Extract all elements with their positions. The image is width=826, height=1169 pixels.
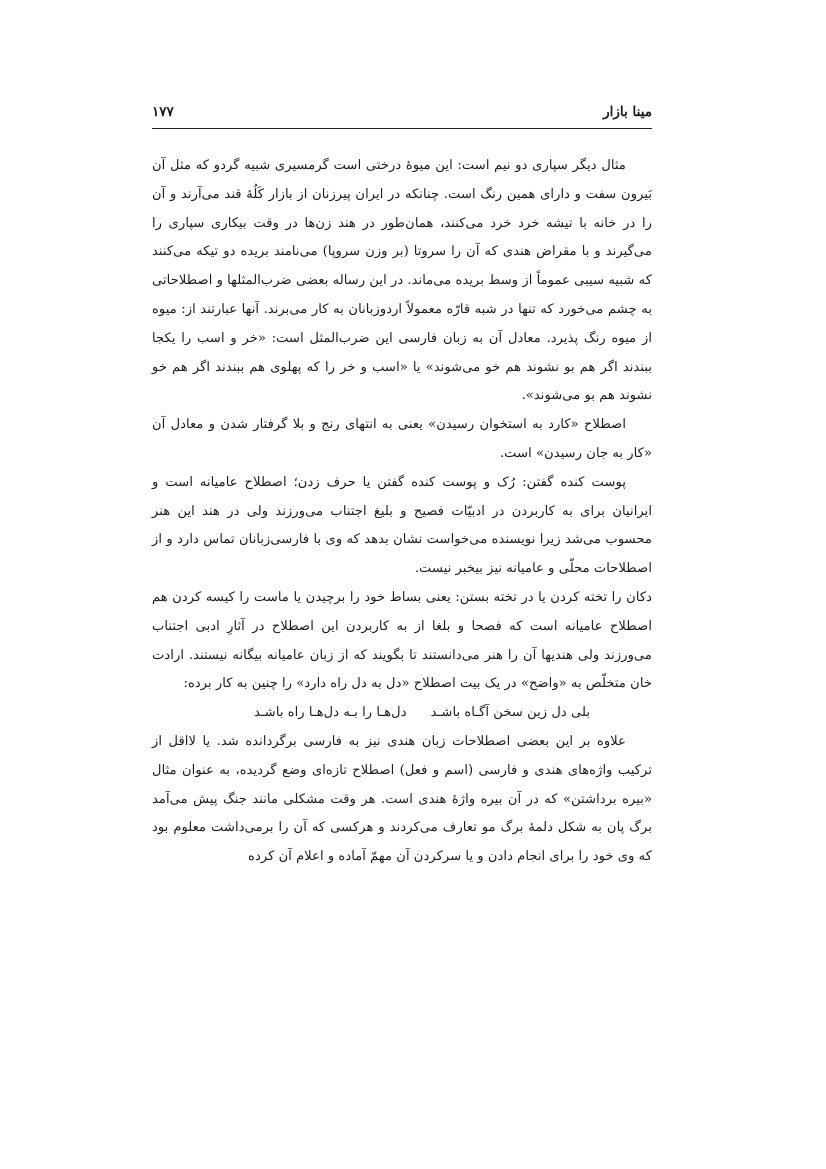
paragraph-hindi-idioms: علاوه بر این بعضی اصطلاحات زبان هندی نیز به فارسی برگردانده شد. یا لااقل از ترکیب واژه‌های هندی و فارسی (اسم و فعل) اصطلاح تازه‌ای وضع گردیده، به عنوان مثال «بیره برداشتن» که در آن بیره واژهٔ هندی است. هر وقت مشکلی مانند جنگ پیش می‌آمد برگ پان به شکل دلمهٔ برگ مو تعارف می‌کردند و هرکسی که آن را برمی‌داشت معلوم بود که وی خود را برای انجام دادن و یا سرکردن آن مهمّ آماده و اعلام آن کرده: [152, 733, 652, 865]
paragraph-supari: مثال دیگر سپاری دو نیم است: این میوهٔ درختی است گرمسیری شبیه گردو که مثل آن بَیرون سفت و دارای همین رنگ است. چنانکه در ایران پیرزنان از بازار کَلُهٔ قند می‌آرند و آن را در خانه با تیشه خرد خرد می‌کنند، همان‌طور در هند زن‌ها در وقت بیکاری سپاری را می‌گیرند و با مقراض هندی که آن را سروتا (بر وزن سروپا) می‌نامند بریده دو تیکه می‌کنند که شبیه سیبی عموماً از وسط بریده می‌ماند. در این رساله بعضی ضرب‌المثلها و اصطلاحاتی به چشم می‌خورد که تنها در شبه قارّه معمولاً اردوزبانان به کار می‌برند. آنها عبارتند از: میوه از میوه رنگ پذیرد. معادل آن به زبان فارسی این ضرب‌المثل است: «خر و اسب را یکجا ببندند اگر هم بو نشوند هم خو می‌شوند» یا «اسب و خر را که پهلوی هم ببندند اگر هم خو نشوند هم بو می‌شوند».: [152, 158, 652, 404]
running-header: [152, 98, 652, 129]
paragraph-pust-kande: پوست کنده گفتن: رُک و پوست کنده گفتن یا حرف زدن؛ اصطلاح عامیانه است و ایرانیان برای به کاربردن در ادبیّات فصیح و بلیغ اجتناب می‌ورزند ولی در هند این هنر محسوب می‌شد زیرا نویسنده می‌خواست نشان بدهد که وی با فارسی‌زبانان تماس دارد و از اصطلاحات محلّی و عامیانه نیز بیخبر نیست.: [152, 474, 652, 577]
book-title: مینا بازار: [603, 104, 652, 120]
page-number: ۱۷۷: [152, 104, 174, 120]
paragraph-dokan-takhte: دکان را تخته کردن یا در تخته بستن: یعنی بساط خود را برچیدن یا ماست را کیسه کردن هم اصطلاح عامیانه است که فصحا و بلغا از به کاربردن این اصطلاح در آثارِ ادبی اجتناب می‌ورزند ولی هندیها آن را هنر می‌دانستند تا بگویند که از زبان عامیانه بیگانه نیستند. ارادت خان متخلّص به «واضح» در یک بیت اصطلاح «دل به دل راه دارد» را چنین به کار برده:: [152, 589, 652, 692]
paragraph-kard-be-ostokhan: اصطلاح «کارد به استخوان رسیدن» یعنی به انتهای رنج و بلا گرفتار شدن و معادل آن «کار به جان رسیدن» است.: [152, 417, 652, 461]
verse: [152, 699, 652, 728]
verse-hemistich-2: دل‌هـا را بـه دل‌هـا راه باشـد: [253, 705, 407, 721]
verse-hemistich-1: بلی دل زین سخن آگـاه باشـد: [430, 705, 591, 721]
page-body: [152, 152, 652, 872]
